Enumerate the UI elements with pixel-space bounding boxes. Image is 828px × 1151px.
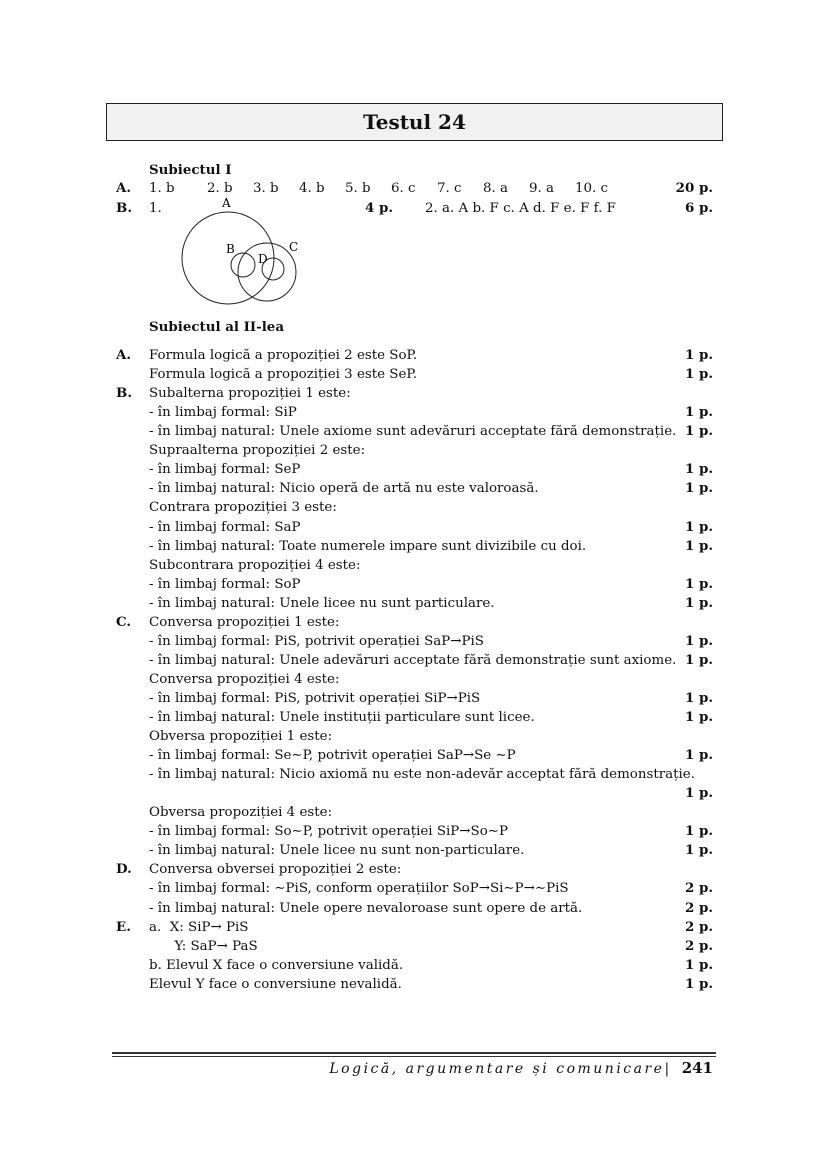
venn-label-b: B: [226, 242, 235, 256]
points: 1 p.: [684, 423, 713, 440]
answer-line: - în limbaj formal: PiS, potrivit operației SiP→PiS: [149, 690, 481, 706]
venn-label-d: D: [258, 252, 268, 266]
answer-2: 2. b: [207, 181, 233, 196]
answer-line: Formula logică a propoziției 3 este SeP.: [149, 367, 417, 383]
points: 1 p.: [684, 709, 713, 725]
points: 1 p.: [684, 537, 713, 554]
section-heading-subiect-1: Subiectul I: [149, 162, 232, 178]
answer-line: - în limbaj natural: Toate numerele impare sunt divizibile cu doi.: [149, 538, 587, 554]
answer-3: 3. b: [253, 181, 279, 196]
points: 1 p.: [684, 956, 713, 973]
answer-line: Subcontrara propoziției 4 este:: [149, 557, 361, 573]
points: 2 p.: [684, 937, 713, 954]
answer-line: - în limbaj formal: SiP: [149, 405, 297, 421]
footer-rule: [112, 1052, 716, 1054]
points: 1 p.: [684, 842, 713, 859]
section-heading-subiect-2: Subiectul al II-lea: [149, 319, 284, 335]
answer-line: Y: SaP→ PaS: [149, 938, 258, 954]
points: 1 p.: [684, 480, 713, 497]
answer-line: - în limbaj natural: Unele licee nu sunt particulare.: [149, 595, 495, 611]
item-letter: E.: [116, 918, 131, 935]
answer-line: - în limbaj formal: PiS, potrivit operației SaP→PiS: [149, 633, 484, 649]
venn-label-a: A: [222, 196, 231, 210]
item-b-2: 2. a. A b. F c. A d. F e. F f. F: [425, 201, 616, 216]
answer-line: - în limbaj formal: SeP: [149, 462, 301, 478]
answer-line: - în limbaj natural: Unele licee nu sunt non-particulare.: [149, 843, 525, 859]
answer-4: 4. b: [299, 181, 325, 196]
points: 1 p.: [684, 632, 713, 649]
answer-line: Obversa propoziției 1 este:: [149, 729, 333, 744]
points: 1 p.: [684, 651, 713, 668]
points: 1 p.: [684, 347, 713, 363]
answer-line: Obversa propoziției 4 este:: [149, 805, 333, 821]
item-b-1: 1.: [149, 201, 162, 216]
answer-line: - în limbaj natural: Nicio operă de artă nu este valoroasă.: [149, 481, 539, 497]
answer-line: - în limbaj formal: So∼P, potrivit operației SiP→So∼P: [149, 824, 508, 840]
answer-line: - în limbaj formal: ∼PiS, conform operațiilor SoP→Si∼P→∼PiS: [149, 881, 569, 897]
points: 1 p.: [684, 404, 713, 421]
answer-5: 5. b: [345, 181, 371, 196]
item-letter: B.: [116, 385, 132, 402]
answer-1: 1. b: [149, 181, 175, 196]
points: 1 p.: [684, 785, 713, 802]
answer-line: Conversa propoziției 1 este:: [149, 614, 340, 630]
answer-line: - în limbaj formal: SoP: [149, 576, 301, 592]
points: 1 p.: [684, 518, 713, 535]
points: 2 p.: [684, 880, 713, 897]
item-letter-b: B.: [116, 200, 132, 216]
answer-line: b. Elevul X face o conversiune validă.: [149, 957, 404, 973]
answer-line: Formula logică a propoziției 2 este SoP.: [149, 348, 418, 363]
points: 2 p.: [684, 899, 713, 916]
answer-7: 7. c: [437, 181, 462, 196]
points: 1 p.: [684, 575, 713, 592]
test-title: Testul 24: [106, 103, 723, 141]
footer-book-title: Logică, argumentare și comunicare|: [329, 1061, 672, 1077]
item-letter: D.: [116, 861, 132, 878]
answer-10: 10. c: [575, 181, 609, 196]
answer-line: - în limbaj formal: SaP: [149, 519, 301, 535]
answer-9: 9. a: [529, 181, 555, 196]
answer-line: a. X: SiP→ PiS: [149, 919, 249, 935]
answer-line: Supraalterna propoziției 2 este:: [149, 443, 366, 459]
venn-label-c: C: [289, 240, 299, 254]
answer-line: Conversa obversei propoziției 2 este:: [149, 862, 402, 878]
footer-rule-thin: [112, 1056, 716, 1057]
answer-8: 8. a: [483, 181, 509, 196]
answer-line: Contrara propoziției 3 este:: [149, 500, 337, 516]
points: 1 p.: [684, 975, 713, 992]
answer-line: - în limbaj natural: Nicio axiomă nu este non-adevăr acceptat fără demonstrație.: [149, 767, 695, 783]
item-letter: C.: [116, 613, 132, 630]
running-footer: [329, 1059, 713, 1077]
points-a: 20 p.: [675, 180, 713, 196]
points: 1 p.: [684, 747, 713, 763]
points: 1 p.: [684, 461, 713, 478]
answer-6: 6. c: [391, 181, 416, 196]
points: 2 p.: [684, 918, 713, 935]
answer-line: - în limbaj natural: Unele adevăruri acceptate fără demonstrație sunt axiome.: [149, 652, 677, 668]
points: 1 p.: [684, 366, 713, 383]
points: 1 p.: [684, 689, 713, 706]
points-b-2: 6 p.: [684, 200, 713, 216]
item-letter: A.: [116, 347, 132, 363]
answer-line: Subalterna propoziției 1 este:: [149, 386, 351, 402]
answer-line: - în limbaj natural: Unele opere nevaloroase sunt opere de artă.: [149, 900, 583, 916]
answer-line: - în limbaj natural: Unele axiome sunt adevăruri acceptate fără demonstrație.: [149, 424, 677, 440]
points: 1 p.: [684, 594, 713, 611]
answer-line: - în limbaj natural: Unele instituții particulare sunt licee.: [149, 710, 535, 725]
points: 1 p.: [684, 823, 713, 840]
answer-line: Elevul Y face o conversiune nevalidă.: [149, 976, 402, 992]
answer-line: Conversa propoziției 4 este:: [149, 671, 340, 687]
points-b-1: 4 p.: [365, 200, 394, 216]
answer-line: - în limbaj formal: Se∼P, potrivit operației SaP→Se ∼P: [149, 748, 516, 763]
venn-diagram: [170, 195, 310, 310]
page-number: 241: [681, 1059, 713, 1077]
item-letter-a: A.: [116, 180, 132, 196]
